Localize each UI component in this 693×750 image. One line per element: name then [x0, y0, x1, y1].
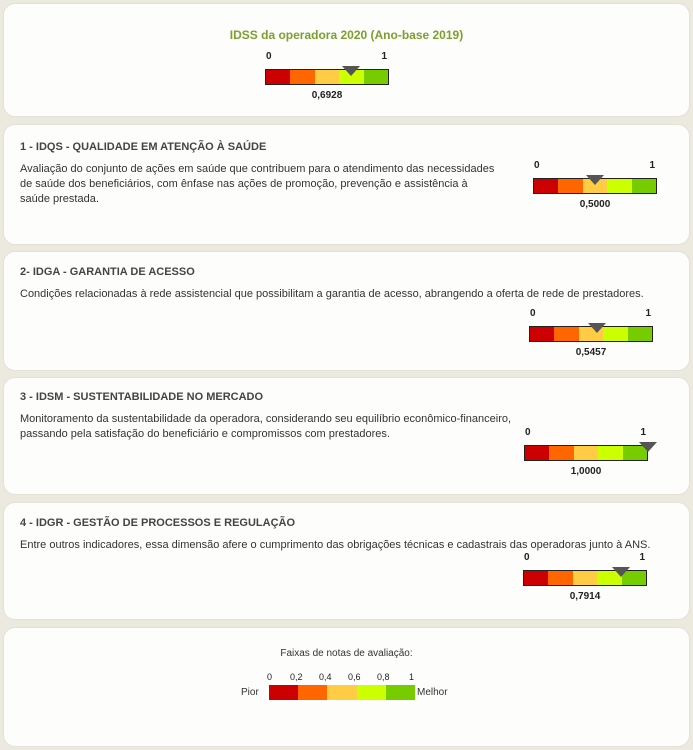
color-segment [573, 571, 597, 585]
color-segment [524, 571, 548, 585]
legend-worst-label: Pior [241, 687, 259, 698]
legend-tick: 0,4 [319, 672, 332, 682]
legend-tick: 0,6 [348, 672, 361, 682]
section-title: 1 - IDQS - QUALIDADE EM ATENÇÃO À SAÚDE [20, 141, 267, 153]
description-line: Entre outros indicadores, essa dimensão afere o cumprimento das obrigações técnicas e cadastrais das operadoras junto à ANS. [20, 539, 651, 551]
color-segment [574, 446, 598, 460]
color-segment [298, 685, 327, 700]
color-segment [315, 70, 339, 84]
idqs-gauge [533, 160, 657, 210]
color-segment [386, 685, 415, 700]
legend-best-label: Melhor [417, 687, 448, 698]
color-segment [290, 70, 314, 84]
color-segment [607, 179, 631, 193]
legend-tick: 0,8 [377, 672, 390, 682]
gauge-bar [265, 69, 389, 85]
section-description [20, 287, 644, 302]
color-segment [554, 327, 578, 341]
gauge-min-label: 0 [525, 427, 531, 438]
gauge-value: 0,5457 [575, 347, 607, 358]
color-segment [598, 446, 622, 460]
color-segment [628, 327, 652, 341]
description-line: passando pela satisfação do beneficiário e compromissos com prestadores. [20, 428, 390, 440]
rating-legend-card [3, 627, 690, 747]
gauge-max-label: 1 [639, 552, 645, 563]
gauge-value: 1,0000 [570, 466, 602, 477]
legend-color-bar [269, 685, 415, 700]
legend-tick: 1 [409, 672, 415, 682]
idsm-gauge [524, 427, 648, 477]
gauge-marker-icon [588, 323, 606, 333]
gauge-min-label: 0 [524, 552, 530, 563]
color-segment [364, 70, 388, 84]
section-idgr [3, 502, 690, 620]
description-line: de saúde dos beneficiários, com ênfase nas ações de promoção, prevenção e assistência à [20, 178, 468, 190]
overall-gauge [265, 51, 389, 101]
description-line: Monitoramento da sustentabilidade da operadora, considerando seu equilíbrio econômico-financeiro, [20, 413, 512, 425]
color-segment [549, 446, 573, 460]
color-segment [525, 446, 549, 460]
section-idsm [3, 377, 690, 495]
section-description [20, 538, 650, 553]
legend-tick: 0,2 [290, 672, 303, 682]
idga-gauge [529, 308, 653, 358]
overall-score-card [3, 3, 690, 117]
gauge-min-label: 0 [266, 51, 272, 62]
gauge-marker-icon [586, 175, 604, 185]
color-segment [534, 179, 558, 193]
legend-tick: 0 [267, 672, 273, 682]
section-idga [3, 251, 690, 371]
color-segment [327, 685, 356, 700]
gauge-max-label: 1 [649, 160, 655, 171]
color-segment [269, 685, 298, 700]
gauge-marker-icon [612, 567, 630, 577]
section-description [20, 412, 511, 442]
color-segment [632, 179, 656, 193]
color-segment [266, 70, 290, 84]
gauge-bar [524, 445, 648, 461]
gauge-value: 0,5000 [579, 199, 611, 210]
gauge-min-label: 0 [530, 308, 536, 319]
gauge-max-label: 1 [645, 308, 651, 319]
gauge-marker-icon [342, 66, 360, 76]
gauge-max-label: 1 [381, 51, 387, 62]
section-description [20, 162, 494, 207]
section-title: 4 - IDGR - GESTÃO DE PROCESSOS E REGULAÇÃO [20, 517, 296, 529]
gauge-value: 0,7914 [569, 591, 601, 602]
gauge-value: 0,6928 [311, 90, 343, 101]
page-title: IDSS da operadora 2020 (Ano-base 2019) [229, 28, 464, 42]
color-segment [558, 179, 582, 193]
section-idqs [3, 124, 690, 245]
color-segment [548, 571, 572, 585]
legend-title: Faixas de notas de avaliação: [280, 648, 413, 659]
section-title: 3 - IDSM - SUSTENTABILIDADE NO MERCADO [20, 391, 264, 403]
description-line: saúde prestada. [20, 193, 99, 205]
gauge-min-label: 0 [534, 160, 540, 171]
description-line: Avaliação do conjunto de ações em saúde que contribuem para o atendimento das necessidades [20, 163, 495, 175]
section-title: 2- IDGA - GARANTIA DE ACESSO [20, 266, 195, 278]
idgr-gauge [523, 552, 647, 602]
gauge-marker-icon [639, 442, 657, 452]
description-line: Condições relacionadas à rede assistencial que possibilitam a garantia de acesso, abrangendo a oferta de rede de prestadores. [20, 288, 644, 300]
color-segment [357, 685, 386, 700]
color-segment [530, 327, 554, 341]
gauge-max-label: 1 [640, 427, 646, 438]
color-segment [603, 327, 627, 341]
